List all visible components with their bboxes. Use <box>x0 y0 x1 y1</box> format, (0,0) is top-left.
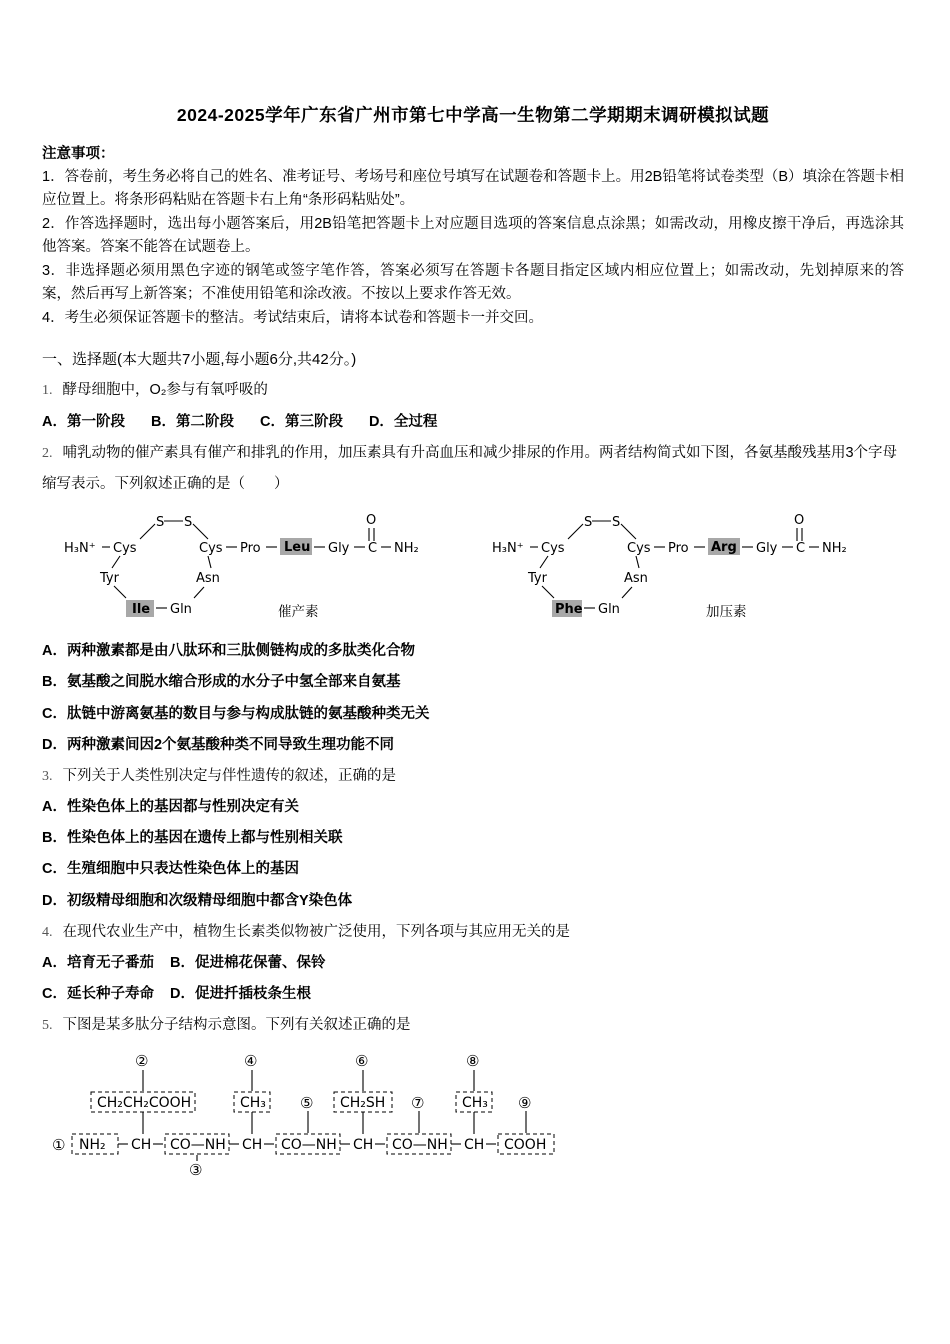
leu-residue: Leu <box>284 540 311 556</box>
notice-section <box>42 143 904 329</box>
ile-residue: Ile <box>132 602 151 618</box>
peptide-diagrams <box>56 508 904 630</box>
bond-line <box>540 556 548 568</box>
question-4 <box>42 917 904 1011</box>
question-1-option-d: D．全过程 <box>368 413 438 430</box>
question-1-option-b: B．第二阶段 <box>150 413 234 430</box>
amino-terminal: H₃N⁺ <box>492 541 524 557</box>
question-4-option-c: C．延长种子寿命 <box>42 986 154 1003</box>
notice-item-2: 2．作答选择题时，选出每小题答案后，用2B铅笔把答题卡上对应题目选项的答案信息点涂黑；如需改动，用橡皮擦干净后，再选涂其他答案。答案不能答在试题卷上。 <box>42 216 904 255</box>
peptide-bond-2: CO—NH <box>281 1137 337 1154</box>
s-atom-left: S <box>156 515 165 531</box>
vasopressin-structure-diagram <box>484 508 884 630</box>
label-circle-1: ① <box>52 1136 66 1155</box>
question-3-option-b: B．性染色体上的基因在遗传上都与性别相关联 <box>42 830 343 847</box>
question-2-option-c: C．肽链中游离氨基的数目与参与构成肽链的氨基酸种类无关 <box>42 705 430 722</box>
gly-residue: Gly <box>328 541 350 557</box>
cys-residue-left: Cys <box>541 541 565 557</box>
question-4-option-b: B．促进棉花保蕾、保铃 <box>169 954 326 971</box>
amide-nh2: NH₂ <box>822 541 847 557</box>
cys-residue-right: Cys <box>199 541 223 557</box>
amino-terminal: H₃N⁺ <box>64 541 96 557</box>
cys-residue-right: Cys <box>627 541 651 557</box>
question-2 <box>42 438 904 761</box>
bond-line <box>112 556 120 568</box>
bond-line <box>114 586 126 598</box>
question-2-number: 2. <box>42 445 53 461</box>
cys-residue-left: Cys <box>113 541 137 557</box>
question-1-option-a: A．第一阶段 <box>42 413 125 430</box>
question-4-stem: 在现代农业生产中，植物生长素类似物被广泛使用，下列各项与其应用无关的是 <box>62 923 570 940</box>
amino-group: NH₂ <box>79 1137 106 1154</box>
bond-line <box>140 524 155 539</box>
label-circle-5: ⑤ <box>300 1094 314 1113</box>
question-5-stem: 下图是某多肽分子结构示意图。下列有关叙述正确的是 <box>62 1017 411 1034</box>
question-3-stem: 下列关于人类性别决定与伴性遗传的叙述，正确的是 <box>62 767 396 784</box>
carboxyl-group: COOH <box>504 1137 547 1154</box>
bond-line <box>542 586 554 598</box>
notice-header: 注意事项： <box>42 146 115 162</box>
alpha-carbon-2: CH <box>242 1137 263 1154</box>
bond-line <box>621 524 636 539</box>
pro-residue: Pro <box>668 541 689 557</box>
polypeptide-diagram-wrap <box>46 1047 904 1183</box>
gly-residue: Gly <box>756 541 778 557</box>
label-circle-8: ⑧ <box>466 1052 480 1071</box>
question-1-number: 1. <box>42 383 53 399</box>
vasopressin-label: 加压素 <box>706 604 747 620</box>
question-1 <box>42 375 904 437</box>
bond-line <box>636 556 639 568</box>
polypeptide-structure-diagram <box>46 1047 626 1179</box>
carbonyl-o: O <box>366 513 377 529</box>
label-circle-2: ② <box>135 1052 149 1071</box>
tyr-residue: Tyr <box>100 571 119 587</box>
question-1-stem: 酵母细胞中，O₂参与有氧呼吸的 <box>62 382 268 399</box>
notice-item-4: 4．考生必须保证答题卡的整洁。考试结束后，请将本试卷和答题卡一并交回。 <box>42 310 544 326</box>
alpha-carbon-4: CH <box>464 1137 485 1154</box>
gln-residue: Gln <box>170 602 192 618</box>
question-3-number: 3. <box>42 768 53 784</box>
peptide-bond-3: CO—NH <box>392 1137 448 1154</box>
side-chain-3: CH₂SH <box>340 1095 386 1112</box>
s-atom-left: S <box>584 515 593 531</box>
s-atom-right: S <box>184 515 193 531</box>
notice-item-1: 1．答卷前，考生务必将自己的姓名、准考证号、考场号和座位号填写在试题卷和答题卡上。用2B铅笔将试卷类型（B）填涂在答题卡相应位置上。将条形码粘贴在答题卡右上角“条形码粘贴处”。 <box>42 169 904 208</box>
peptide-bond-1: CO—NH <box>170 1137 226 1154</box>
bond-line <box>194 587 204 598</box>
question-3-option-d: D．初级精母细胞和次级精母细胞中都含Y染色体 <box>42 892 353 909</box>
bond-line <box>622 587 632 598</box>
label-circle-6: ⑥ <box>355 1052 369 1071</box>
question-3-option-c: C．生殖细胞中只表达性染色体上的基因 <box>42 861 299 878</box>
carbonyl-c: C <box>796 541 806 557</box>
oxytocin-label: 催产素 <box>278 604 319 620</box>
label-circle-3: ③ <box>189 1161 203 1180</box>
notice-item-3: 3．非选择题必须用黑色字迹的钢笔或签字笔作答，答案必须写在答题卡各题目指定区域内相应位置上；如需改动，先划掉原来的答案，然后再写上新答案；不准使用铅笔和涂改液。不按以上要求作答无效。 <box>42 263 904 302</box>
alpha-carbon-1: CH <box>131 1137 152 1154</box>
question-5 <box>42 1010 904 1183</box>
question-4-option-a: A．培育无子番茄 <box>42 954 154 971</box>
question-2-option-a: A．两种激素都是由八肽环和三肽侧链构成的多肽类化合物 <box>42 643 415 660</box>
alpha-carbon-3: CH <box>353 1137 374 1154</box>
pro-residue: Pro <box>240 541 261 557</box>
label-circle-4: ④ <box>244 1052 258 1071</box>
carbonyl-c: C <box>368 541 378 557</box>
asn-residue: Asn <box>624 571 648 587</box>
asn-residue: Asn <box>196 571 220 587</box>
phe-residue: Phe <box>555 602 583 618</box>
bond-line <box>193 524 208 539</box>
arg-residue: Arg <box>711 540 737 556</box>
carbonyl-o: O <box>794 513 805 529</box>
amide-nh2: NH₂ <box>394 541 419 557</box>
label-circle-9: ⑨ <box>518 1094 532 1113</box>
bond-line <box>568 524 583 539</box>
page-title: 2024-2025学年广东省广州市第七中学高一生物第二学期期末调研模拟试题 <box>176 105 770 125</box>
side-chain-4: CH₃ <box>462 1095 488 1112</box>
s-atom-right: S <box>612 515 621 531</box>
question-3-option-a: A．性染色体上的基因都与性别决定有关 <box>42 799 299 816</box>
tyr-residue: Tyr <box>528 571 547 587</box>
question-4-option-d: D．促进扦插枝条生根 <box>169 986 311 1003</box>
bond-line <box>208 556 211 568</box>
oxytocin-structure-diagram <box>56 508 456 630</box>
side-chain-1: CH₂CH₂COOH <box>97 1095 192 1112</box>
side-chain-2: CH₃ <box>240 1095 266 1112</box>
question-4-number: 4. <box>42 924 53 940</box>
question-2-option-d: D．两种激素间因2个氨基酸种类不同导致生理功能不同 <box>42 736 395 753</box>
question-3 <box>42 761 904 917</box>
question-2-option-b: B．氨基酸之间脱水缩合形成的水分子中氢全部来自氨基 <box>42 674 401 691</box>
section-header: 一、选择题(本大题共7小题,每小题6分,共42分。) <box>42 351 357 369</box>
question-1-option-c: C．第三阶段 <box>259 413 343 430</box>
gln-residue: Gln <box>598 602 620 618</box>
question-5-number: 5. <box>42 1018 53 1034</box>
question-2-stem: 哺乳动物的催产素具有催产和排乳的作用，加压素具有升高血压和减少排尿的作用。两者结构简式如下图，各氨基酸残基用3个字母缩写表示。下列叙述正确的是（ ） <box>42 444 898 492</box>
label-circle-7: ⑦ <box>411 1094 425 1113</box>
